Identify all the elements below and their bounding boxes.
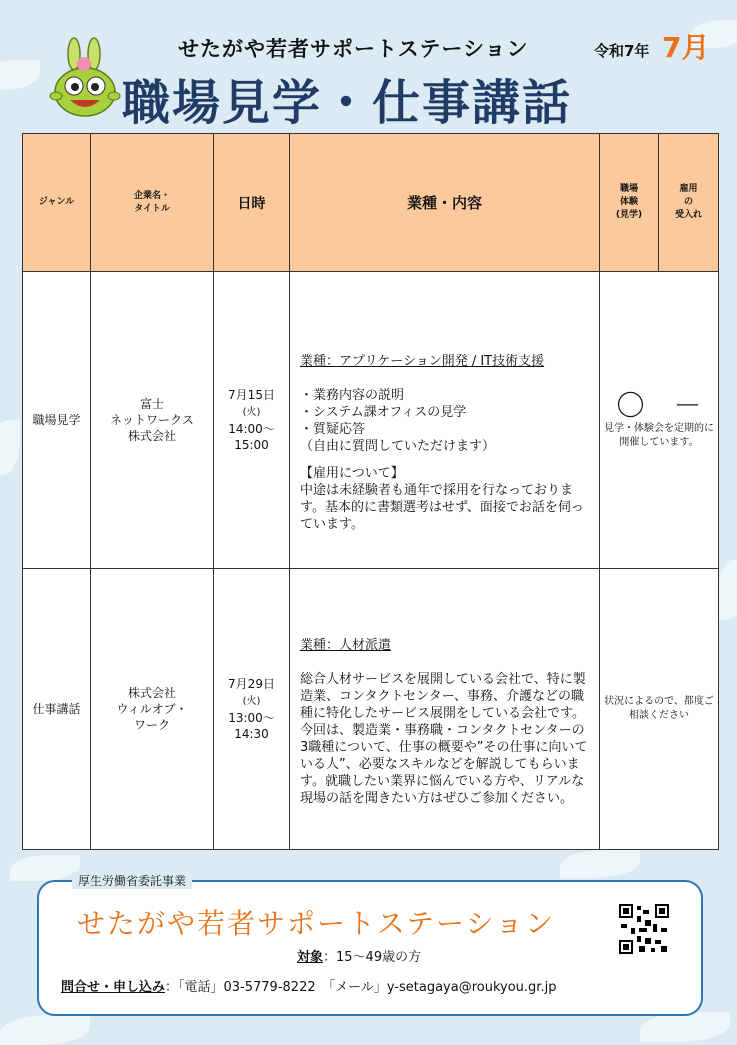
header: [0, 0, 737, 130]
hiring-mark: －: [673, 389, 702, 422]
consult-note: 状況によるので、都度ご相談ください: [604, 696, 714, 721]
target-value: ：15～49歳の方: [323, 950, 422, 965]
contact-info: [61, 976, 556, 995]
month-label: 7月: [662, 31, 710, 64]
row-content: [290, 272, 600, 569]
contact-value: ：「電話」03-5779-8222 「メール」y-setagaya@roukyou.gr.jp: [165, 980, 557, 995]
row-genre: 職場見学: [23, 272, 91, 569]
target-label: 対象: [297, 950, 324, 965]
row-tour-hiring: [600, 569, 719, 850]
industry-label: 業種：人材派遣: [300, 638, 392, 653]
footer-label: 厚生労働省委託事業: [72, 872, 192, 889]
bullet-item: ・質疑応答: [300, 422, 366, 437]
date-line: (火): [242, 407, 261, 418]
header-hiring-line: 受入れ: [674, 210, 702, 220]
row-date: [214, 569, 290, 850]
bullet-item: （自由に質問していただけます）: [300, 439, 496, 454]
row-tour-hiring: [600, 272, 719, 569]
date-line: (火): [242, 696, 261, 707]
row-content: [290, 569, 600, 850]
row-company: [91, 272, 214, 569]
date-line: 7月29日: [228, 677, 275, 691]
date-line: 13:00～: [228, 711, 275, 725]
date-line: 7月15日: [228, 388, 275, 402]
tour-note: 見学・体験会を定期的に開催しています。: [604, 423, 714, 448]
table-row: [23, 272, 719, 569]
table-row: [23, 569, 719, 850]
tour-available-mark: 〇: [616, 389, 645, 422]
row-date: [214, 272, 290, 569]
header-company-line: 企業名・: [133, 190, 170, 201]
row-company: [91, 569, 214, 850]
date-line: 14:30: [234, 727, 269, 741]
background-leaf: [560, 850, 640, 878]
hiring-heading: 【雇用について】: [300, 466, 404, 481]
table-header-row: [23, 134, 719, 272]
contact-label: 問合せ・申し込み: [61, 980, 166, 995]
org-title: せたがや若者サポートステーション: [178, 37, 529, 61]
header-hiring: [659, 134, 719, 272]
header-datetime: 日時: [214, 134, 290, 272]
footer-box: [37, 880, 703, 1016]
header-tour: [600, 134, 659, 272]
page-title: 職場見学・仕事講話: [122, 75, 573, 131]
header-hiring-line: の: [683, 197, 693, 207]
qr-code-icon[interactable]: [619, 904, 669, 954]
header-hiring-line: 雇用: [679, 184, 698, 194]
rabbit-mascot-icon: [44, 36, 126, 120]
header-genre: ジャンル: [23, 134, 91, 272]
header-tour-line: 職場: [619, 184, 638, 194]
background-leaf: [718, 560, 737, 620]
header-company-line: タイトル: [134, 203, 170, 214]
date-line: 15:00: [234, 438, 269, 452]
background-leaf: [10, 855, 80, 881]
header-content: 業種・内容: [290, 134, 600, 272]
background-leaf: [0, 420, 20, 475]
background-leaf: [0, 1015, 90, 1045]
hiring-text: 中途は未経験者も通年で採用を行なっております。基本的に書類選考はせず、面接でお話を伺っています。: [300, 483, 584, 532]
footer-org-name: せたがや若者サポートステーション: [77, 907, 556, 940]
industry-label: 業種：アプリケーション開発 / IT技術支援: [300, 354, 545, 369]
header-tour-line: 体験: [619, 197, 638, 207]
company-line: ウィルオブ・: [116, 702, 188, 716]
company-line: 株式会社: [127, 686, 176, 700]
background-leaf: [640, 1012, 730, 1042]
events-table: [22, 133, 719, 850]
company-line: ワーク: [133, 718, 170, 732]
bullet-item: ・業務内容の説明: [300, 388, 405, 403]
company-line: ネットワークス: [110, 413, 194, 427]
era-label: 令和7年: [594, 42, 650, 60]
header-tour-line: (見学): [615, 210, 643, 220]
company-line: 富士: [139, 397, 164, 411]
bullet-item: ・システム課オフィスの見学: [300, 405, 467, 420]
target-audience: [297, 946, 421, 965]
date-line: 14:00～: [228, 422, 275, 436]
description-text: 総合人材サービスを展開している会社で、特に製造業、コンタクトセンター、事務、介護などの職種に特化したサービス展開をしている会社です。今回は、製造業・事務職・コンタクトセンターの3職種について、仕事の概要や”その仕事に向いている人”、必要なスキルなどを解説してもらいます。就職したい業界に悩んでいる方や、リアルな現場の話を聞きたい方はぜひご参加ください。: [300, 672, 588, 806]
row-genre: 仕事講話: [23, 569, 91, 850]
header-company: [91, 134, 214, 272]
company-line: 株式会社: [127, 429, 176, 443]
